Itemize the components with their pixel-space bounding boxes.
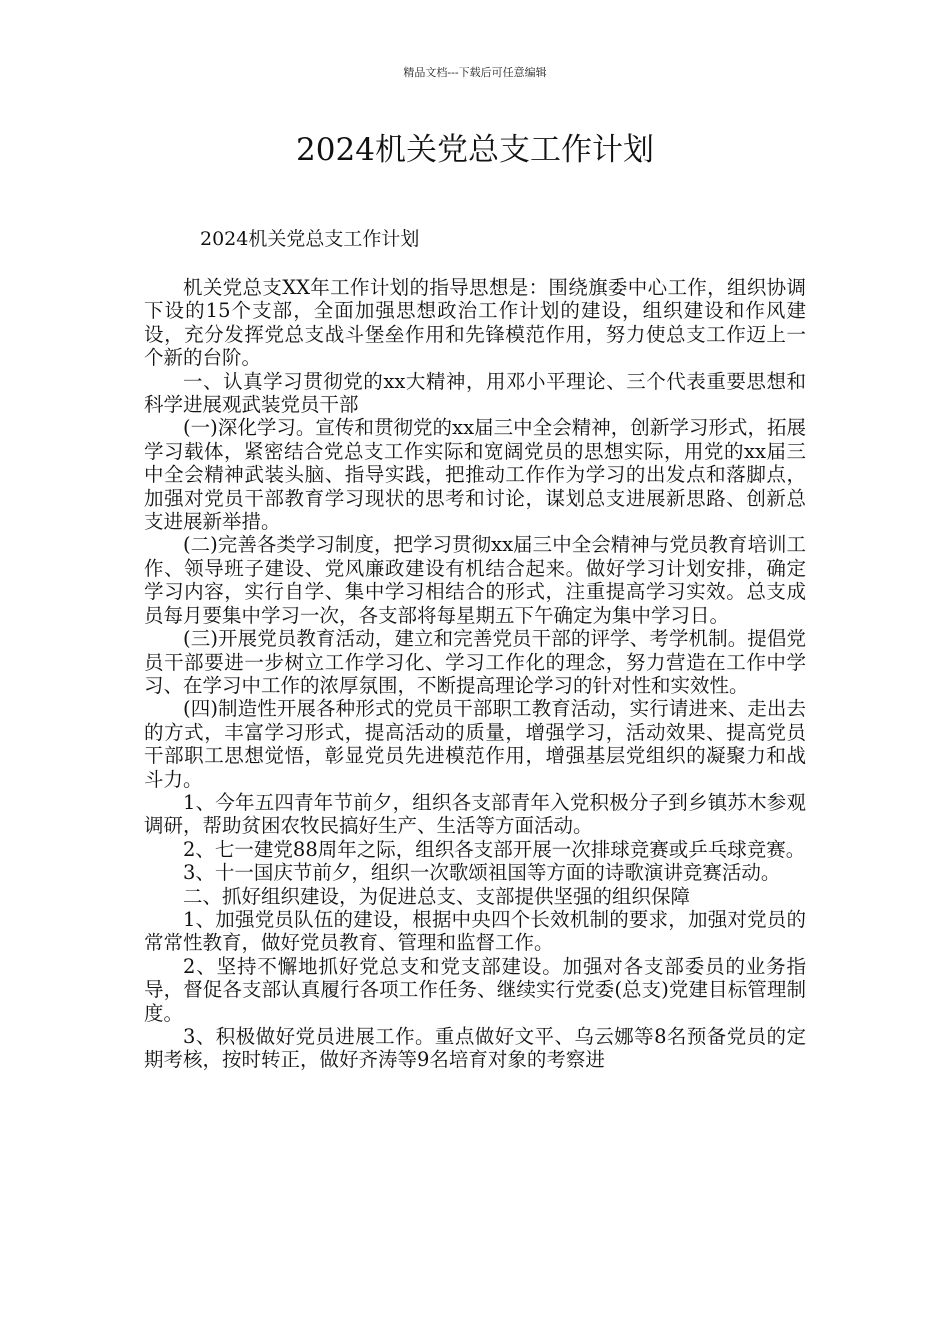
document-title: 2024机关党总支工作计划 [296, 132, 654, 168]
paragraph-org-3: 3、积极做好党员进展工作。重点做好文平、乌云娜等8名预备党员的定期考核，按时转正，做好齐涛等9名培育对象的考察进 [144, 1025, 806, 1072]
paragraph-item-4: (四)制造性开展各种形式的党员干部职工教育活动，实行请进来、走出去的方式，丰富学习形式，提高活动的质量，增强学习，活动效果、提高党员干部职工思想觉悟，彰显党员先进模范作用，增强基层党组织的凝聚力和战斗力。 [144, 697, 806, 791]
paragraph-item-1: (一)深化学习。宣传和贯彻党的xx届三中全会精神，创新学习形式，拓展学习载体，紧密结合党总支工作实际和宽阔党员的思想实际，用党的xx届三中全会精神武装头脑、指导实践，把推动工作作为学习的出发点和落脚点，加强对党员干部教育学习现状的思考和讨论，谋划总支进展新思路、创新总支进展新举措。 [144, 416, 806, 534]
paragraph-item-2: (二)完善各类学习制度，把学习贯彻xx届三中全会精神与党员教育培训工作、领导班子建设、党风廉政建设有机结合起来。做好学习计划安排，确定学习内容，实行自学、集中学习相结合的形式，注重提高学习实效。总支成员每月要集中学习一次，各支部将每星期五下午确定为集中学习日。 [144, 533, 806, 627]
section-heading-2: 二、抓好组织建设，为促进总支、支部提供坚强的组织保障 [183, 884, 691, 908]
document-body [144, 276, 806, 1072]
paragraph-activity-2: 2、七一建党88周年之际，组织各支部开展一次排球竞赛或乒乓球竞赛。 [183, 837, 806, 861]
paragraph-activity-3: 3、十一国庆节前夕，组织一次歌颂祖国等方面的诗歌演讲竞赛活动。 [183, 861, 781, 885]
section-heading-1: 一、认真学习贯彻党的xx大精神，用邓小平理论、三个代表重要思想和科学进展观武装党员干部 [144, 369, 806, 417]
page-header: 精品文档---下载后可任意编辑 [403, 66, 547, 79]
paragraph-activity-1: 1、今年五四青年节前夕，组织各支部青年入党积极分子到乡镇苏木参观调研，帮助贫困农牧民搞好生产、生活等方面活动。 [144, 790, 806, 838]
paragraph-intro: 机关党总支XX年工作计划的指导思想是：围绕旗委中心工作，组织协调下设的15个支部，全面加强思想政治工作计划的建设，组织建设和作风建设，充分发挥党总支战斗堡垒作用和先锋模范作用，努力使总支工作迈上一个新的台阶。 [144, 276, 806, 370]
paragraph-item-3: (三)开展党员教育活动，建立和完善党员干部的评学、考学机制。提倡党员干部要进一步树立工作学习化、学习工作化的理念，努力营造在工作中学习、在学习中工作的浓厚氛围，不断提高理论学习的针对性和实效性。 [144, 627, 806, 697]
paragraph-org-1: 1、加强党员队伍的建设，根据中央四个长效机制的要求，加强对党员的常常性教育，做好党员教育、管理和监督工作。 [144, 907, 806, 955]
paragraph-org-2: 2、坚持不懈地抓好党总支和党支部建设。加强对各支部委员的业务指导，督促各支部认真履行各项工作任务、继续实行党委(总支)党建目标管理制度。 [144, 954, 806, 1025]
document-subtitle: 2024机关党总支工作计划 [200, 228, 420, 250]
